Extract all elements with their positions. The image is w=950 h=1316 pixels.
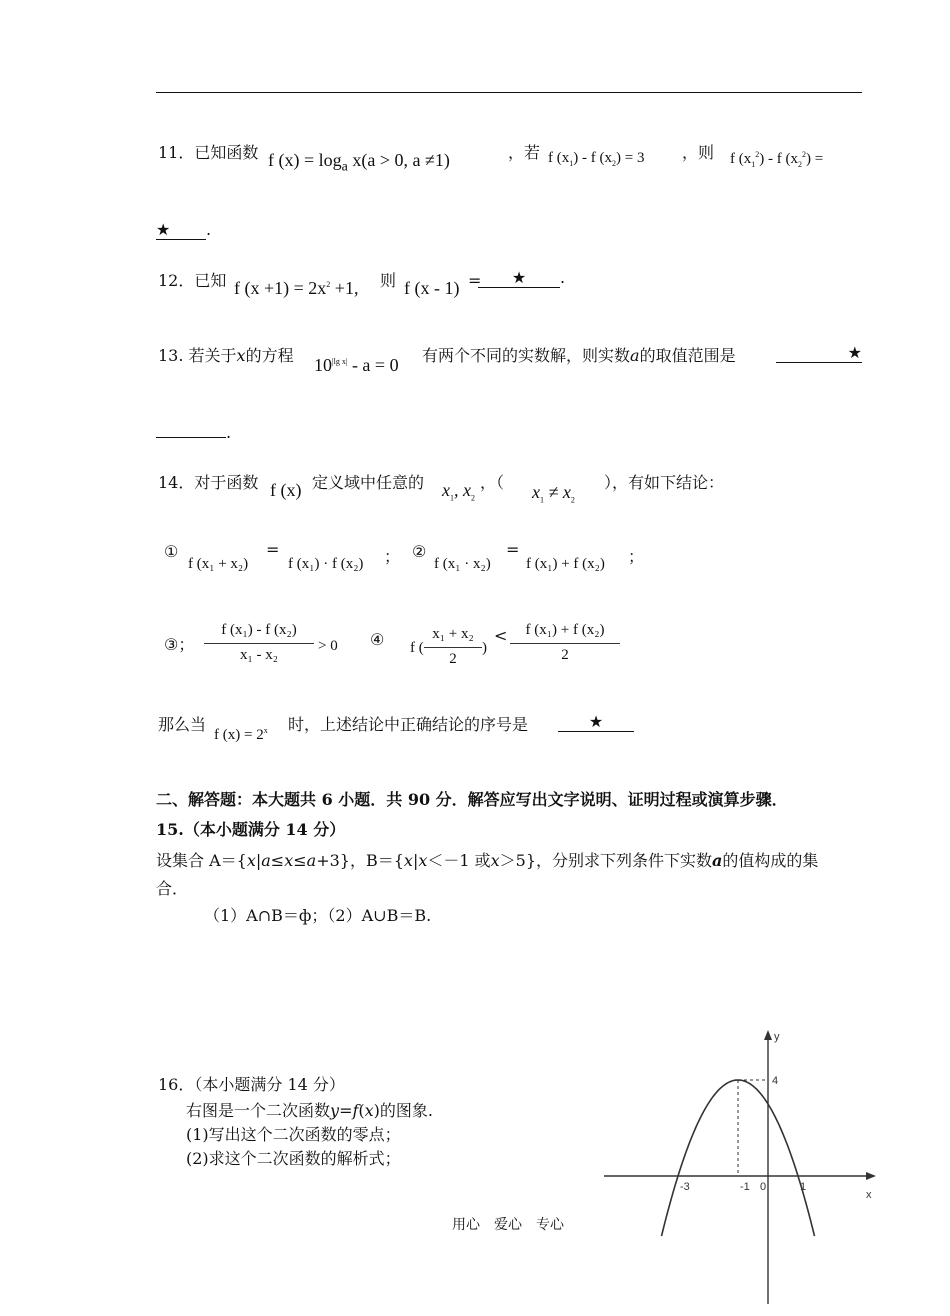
footer: 用心 爱心 专心 [452, 1217, 564, 1233]
header-rule [156, 92, 862, 93]
q14-conclusions-row1 [158, 540, 658, 580]
conclusion-2-eq: = [506, 540, 520, 559]
q11-if: ，若 [508, 143, 541, 162]
star-icon: ★ [478, 269, 560, 288]
q14-paren-open: ，（ [480, 473, 505, 492]
q14-vars: $x_1$, $x_2$ [442, 480, 475, 503]
conclusion-3-fraction: f (x₁) - f (x₂) x₁ - x₂ [204, 622, 314, 664]
x-tick-label: 1 [800, 1181, 807, 1193]
q12-given: f $(x +1) = 2x^2 +1$, [234, 278, 359, 298]
x-tick-label: -1 [740, 1181, 750, 1193]
q14-when-func: f $(x) = 2^x$ [214, 726, 268, 743]
conclusion-1-marker: ① [164, 542, 179, 561]
q15-parts: （1）A∩B＝ф；（2）A∪B＝B. [204, 906, 432, 925]
conclusion-2-rhs: f (x₁) + f (x₂) [526, 556, 605, 572]
x-axis-arrow-icon [866, 1172, 876, 1180]
conclusion-4-mid-fraction: x₁ + x₂ 2 [424, 626, 482, 668]
star-icon: ★ [558, 713, 634, 732]
conclusion-4-rhs-fraction: f (x₁) + f (x₂) 2 [510, 622, 620, 664]
conclusion-1-lhs: f (x₁ + x₂) [188, 556, 249, 572]
q12-then: 则 [380, 271, 397, 290]
q13-text-pre: 13. 若关于x的方程 [158, 346, 294, 365]
quadratic-graph [600, 1028, 890, 1308]
conclusion-1-end: ； [384, 547, 401, 566]
q14-paren-close: ），有如下结论： [604, 473, 725, 492]
x-tick-label: 0 [760, 1181, 767, 1193]
q13-answer-continued: . [156, 423, 231, 442]
question-14 [158, 470, 878, 510]
q13-equation: $10^{|lg x|} - a = 0$ [314, 355, 399, 375]
q14-number: 14．对于函数 [158, 473, 259, 492]
conclusion-1-eq: = [266, 540, 280, 559]
q12-ask: f (x - 1) [404, 278, 460, 298]
section-2-heading: 二、解答题：本大题共 6 小题．共 90 分．解答应写出文字说明、证明过程或演算步骤． [156, 790, 788, 809]
y-axis-label: y [774, 1031, 780, 1043]
q16-line3: (2)求这个二次函数的解析式； [186, 1149, 401, 1168]
q11-function: f $(x) = \log_a x(a > 0$, a ≠1) [268, 150, 450, 175]
q15-statement: 设集合 A＝{x|a≤x≤a+3}，B＝{x|x＜－1 或x＞5}，分别求下列条件下实数a的值构成的集 [156, 851, 819, 870]
q16-title: 16．（本小题满分 14 分） [158, 1075, 345, 1094]
q11-number: 11．已知函数 [158, 143, 259, 162]
q12-number: 12．已知 [158, 271, 227, 290]
q11-condition: f $(x_1)$ - f $(x_2) = 3$ [548, 150, 645, 168]
y-axis-arrow-icon [764, 1030, 772, 1040]
x-axis-label: x [866, 1189, 872, 1201]
q16-line2: (1)写出这个二次函数的零点； [186, 1125, 401, 1144]
q14-conclusions-row2 [158, 620, 638, 680]
q12-equals: = [468, 271, 482, 290]
q15-title: 15.（本小题满分 14 分） [156, 820, 346, 839]
conclusion-4-lt: < [494, 626, 508, 645]
q14-when-line [158, 712, 658, 752]
q13-text-post: 有两个不同的实数解，则实数a的取值范围是 [422, 346, 736, 365]
q11-answer-blank: ★ . [156, 220, 212, 239]
q14-fx: f (x) [270, 480, 302, 500]
conclusion-1-rhs: f (x₁) · f (x₂) [288, 556, 364, 572]
conclusion-2-marker: ② [412, 542, 427, 561]
q14-when-pre: 那么当 [158, 715, 207, 734]
star-icon: ★ [156, 221, 206, 240]
conclusion-3-gt: > 0 [318, 638, 338, 654]
conclusion-4-marker: ④ [370, 630, 385, 649]
q16-line1: 右图是一个二次函数y=f(x)的图象. [186, 1101, 434, 1120]
conclusion-2-lhs: f (x₁ · x₂) [434, 556, 491, 572]
q11-then: ，则 [682, 143, 715, 162]
q14-domain-text: 定义域中任意的 [312, 473, 425, 492]
question-13 [158, 343, 868, 383]
conclusion-4-f: f ( [410, 640, 424, 656]
conclusion-4-close: ) [482, 640, 487, 656]
q14-when-post: 时，上述结论中正确结论的序号是 [288, 715, 529, 734]
q11-ask: f $(x_1^2)$ - f $(x_2^2)$ = [730, 150, 824, 169]
x-tick-label: -3 [680, 1181, 690, 1193]
conclusion-3-marker: ③； [164, 635, 195, 654]
q14-neq: $x_1 \ne x_2$ [532, 482, 575, 505]
conclusion-2-end: ； [628, 547, 645, 566]
q15-statement-cont: 合． [156, 879, 189, 898]
star-icon: ★ [776, 344, 862, 363]
y-tick-label: 4 [772, 1075, 779, 1087]
question-12: 12．已知 f $(x +1) = 2x^2 +1$, 则 f (x - 1) = ★ . [158, 268, 566, 298]
